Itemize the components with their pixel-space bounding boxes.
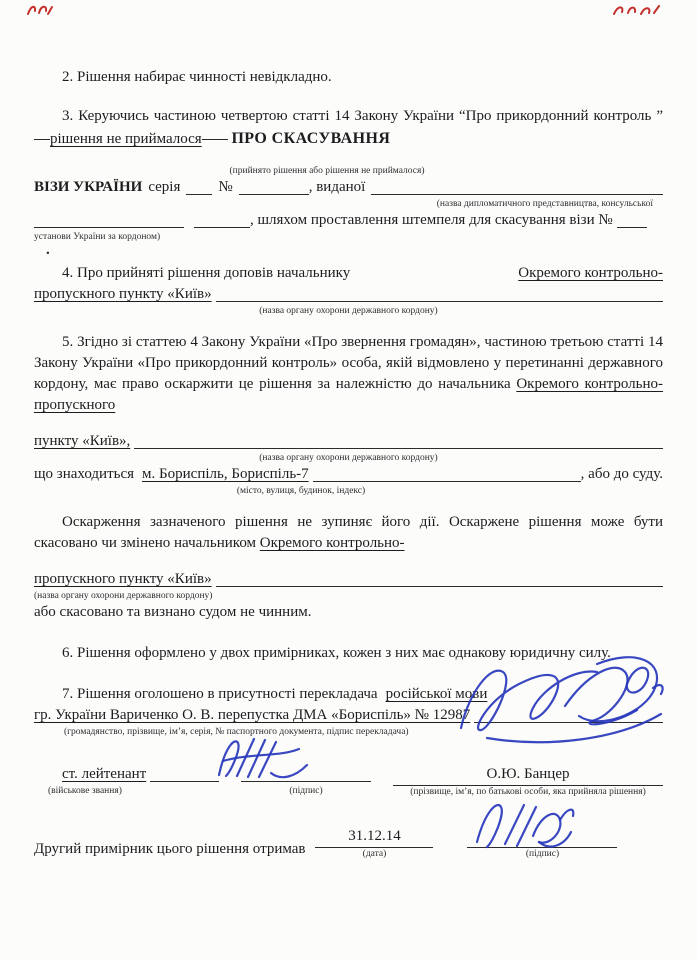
p3-body xyxy=(34,106,663,150)
stray-dot: . xyxy=(46,242,50,258)
p7-line-1 xyxy=(34,684,663,705)
red-corner-mark-left xyxy=(24,2,54,18)
field-decision-value: рішення не приймалося xyxy=(50,131,202,147)
field-rank-blank xyxy=(150,769,219,782)
officer-name-column xyxy=(393,764,663,798)
p4-text: 4. Про прийняті рішення доповів начальнику xyxy=(62,265,351,281)
paragraph-5 xyxy=(34,332,663,497)
caption-authority-p5: (назва органу охорони державного кордону) xyxy=(259,453,438,463)
caption-date: (дата) xyxy=(362,849,387,859)
field-cancel-authority-1: Окремого контрольно- xyxy=(259,535,405,551)
field-issuing-authority xyxy=(371,182,663,195)
field-translator-language: російської мови xyxy=(385,686,488,702)
signature-row xyxy=(34,764,663,798)
footer-row xyxy=(34,826,663,860)
field-address: м. Бориспіль, Бориспіль-7 xyxy=(142,466,309,482)
p3-lead-text: 3. Керуючись частиною четвертою статті 14 Закону України “Про прикордонний контроль ” xyxy=(62,108,663,124)
paragraph-4 xyxy=(34,263,663,317)
p5-court-text: , або до суду. xyxy=(580,466,663,482)
field-authority-name-1: Окремого контрольно- xyxy=(518,265,663,281)
p3-stamp-line xyxy=(34,210,663,231)
caption-decision: (прийнято рішення або рішення не приймалося) xyxy=(229,166,425,176)
caption-officer-signature: (підпис) xyxy=(289,786,323,796)
field-appeal-authority-2: пункту «Київ», xyxy=(34,433,131,449)
field-address-blank xyxy=(313,469,581,482)
officer-signature-field xyxy=(241,764,371,785)
stamp-text: , шляхом проставлення штемпеля для скасування візи № xyxy=(250,212,613,228)
field-decision-lead-blank xyxy=(34,127,50,140)
field-visa-number xyxy=(239,182,309,195)
caption-authority-p4: (назва органу охорони державного кордону) xyxy=(259,306,438,316)
seriya-label: серія xyxy=(148,179,181,195)
paragraph-2: 2. Рішення набирає чинності невідкладно. xyxy=(62,69,332,85)
p5-text: 5. Згідно зі статтею 4 Закону України «Про звернення громадян», частиною третьою статті 14 Закону України «Про прикордонний контроль» особа, якій відмовлено у перетинанні державного кордону, має право оскаржити це рішення за належністю до начальника xyxy=(34,334,663,392)
field-authority-cont-1 xyxy=(34,215,184,228)
p5-authority-line xyxy=(34,431,663,452)
p5b-text: Оскарження зазначеного рішення не зупиняє його дії. Оскаржене рішення може бути скасовано чи змінено начальником xyxy=(34,514,663,551)
rank-field xyxy=(34,764,219,785)
p5-address-line xyxy=(34,464,663,485)
field-officer-name: О.Ю. Банцер xyxy=(393,764,663,786)
field-recipient-signature xyxy=(467,826,617,848)
p3-visa-line xyxy=(34,177,663,198)
vydanoi-label: , виданої xyxy=(308,179,366,195)
footer-text: Другий примірник цього рішення отримав xyxy=(34,841,306,857)
rank-column xyxy=(34,764,219,797)
caption-consular-2: установи України за кордоном) xyxy=(34,232,161,242)
p7-text: 7. Рішення оголошено в присутності перекладача xyxy=(62,686,378,702)
caption-recipient-signature: (підпис) xyxy=(525,849,560,859)
field-cancel-authority-blank xyxy=(216,574,663,587)
paragraph-7 xyxy=(34,684,663,738)
recipient-signature-column xyxy=(467,826,617,860)
caption-address: (місто, вулиця, будинок, індекс) xyxy=(236,486,366,496)
p5b-authority-line xyxy=(34,569,663,590)
field-decision-trail-blank xyxy=(202,127,228,140)
field-translator-blank xyxy=(474,710,663,723)
caption-rank: (військове звання) xyxy=(48,786,122,796)
caption-translator: (громадянство, прізвище, ім’я, серія, № паспортного документа, підпис перекладача) xyxy=(64,727,409,737)
field-seriya xyxy=(186,182,212,195)
p4-line-1 xyxy=(34,263,663,284)
p5b-court-text: або скасовано та визнано судом не чинним. xyxy=(34,604,312,620)
field-rank: ст. лейтенант xyxy=(62,766,147,782)
paragraph-3 xyxy=(34,106,663,258)
p7-line-2 xyxy=(34,705,663,726)
visa-label: ВІЗИ УКРАЇНИ xyxy=(34,179,143,195)
field-officer-signature-blank xyxy=(241,769,371,782)
paragraph-6: 6. Рішення оформлено у двох примірниках, кожен з них має однакову юридичну силу. xyxy=(62,645,611,661)
officer-signature-column xyxy=(241,764,371,797)
field-date: 31.12.14 xyxy=(315,826,433,848)
red-corner-mark-right xyxy=(610,2,662,18)
field-cancel-authority-2: пропускного пункту «Київ» xyxy=(34,571,212,587)
caption-consular-1: (назва дипломатичного представництва, консульської xyxy=(436,199,653,209)
field-stamp-visa-no xyxy=(617,215,647,228)
caption-officer-name: (прізвище, ім’я, по батькові особи, яка прийняла рішення) xyxy=(410,787,646,797)
date-column xyxy=(315,826,433,860)
field-appeal-authority-1: Окремого контрольно-пропускного xyxy=(34,376,663,413)
field-translator-identity: гр. України Вариченко О. В. перепустка ДМА «Бориспіль» № 12987 xyxy=(34,707,471,723)
p3-title: ПРО СКАСУВАННЯ xyxy=(231,130,391,147)
field-appeal-authority-blank xyxy=(134,436,663,449)
p5-body xyxy=(34,332,663,416)
caption-authority-p5b: (назва органу охорони державного кордону) xyxy=(34,591,213,601)
p5b-body xyxy=(34,512,663,554)
number-label: № xyxy=(218,179,233,195)
p4-line-2 xyxy=(34,284,663,305)
paragraph-5b xyxy=(34,512,663,623)
signature-ink-recipient xyxy=(463,792,579,858)
p5-located-text: що знаходиться xyxy=(34,466,135,482)
field-authority-name-2: пропускного пункту «Київ» xyxy=(34,286,212,302)
field-authority-cont-2 xyxy=(194,215,250,228)
field-authority-name-blank xyxy=(216,289,663,302)
